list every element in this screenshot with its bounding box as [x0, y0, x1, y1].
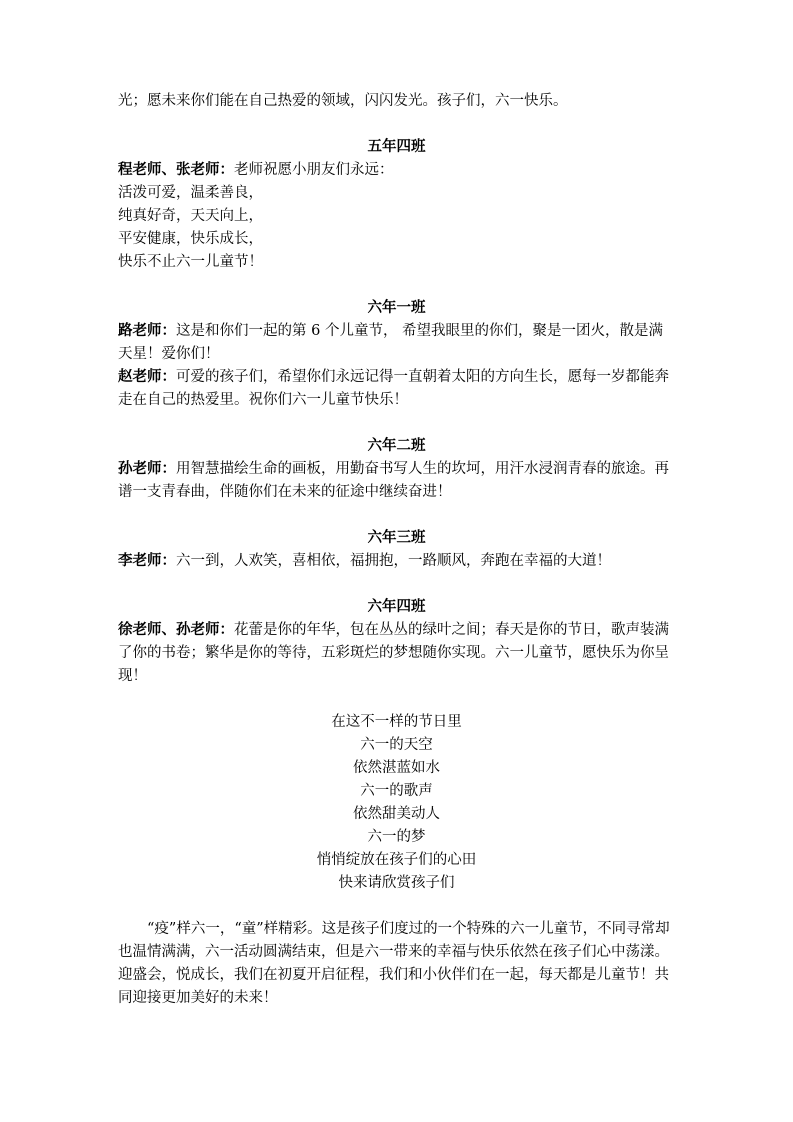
section-title: 六年四班	[367, 599, 426, 615]
teacher-message	[118, 458, 675, 504]
poem-line: 六一的歌声	[360, 783, 433, 799]
name-separator: ：	[219, 622, 234, 638]
name-separator: ：	[161, 323, 176, 339]
wish-line: 纯真好奇，天天向上，	[118, 208, 263, 224]
name-separator: ：	[161, 369, 176, 385]
wish-line: 快乐不止六一儿童节！	[118, 254, 263, 270]
section-title: 六年三班	[367, 530, 426, 546]
name-separator: ：	[219, 162, 234, 178]
message-text: 花蕾是你的年华，包在丛丛的绿叶之间；春天是你的节日，歌声装满了你的书卷；繁华是你的等待，五彩斑烂的梦想随你实现。六一儿童节，愿快乐为你呈现！	[118, 622, 669, 684]
section-title: 六年一班	[367, 300, 426, 316]
message-text: 老师祝愿小朋友们永远：	[234, 162, 394, 178]
section-6-2	[118, 435, 675, 504]
teacher-message	[118, 550, 675, 573]
teacher-message	[118, 159, 675, 182]
section-6-1	[118, 297, 675, 412]
message-text: 用智慧描绘生命的画板，用勤奋书写人生的坎坷，用汗水浸润青春的旅途。再谱一支青春曲，伴随你们在未来的征途中继续奋进！	[118, 461, 669, 500]
section-6-3	[118, 527, 675, 573]
teacher-name: 孙老师	[118, 461, 162, 477]
poem-line: 依然湛蓝如水	[353, 760, 440, 776]
poem-block	[118, 711, 675, 895]
teacher-message	[118, 366, 675, 412]
teacher-message	[118, 320, 675, 366]
teacher-name: 程老师、张老师	[118, 162, 220, 178]
section-6-4	[118, 596, 675, 688]
poem-line: 悄悄绽放在孩子们的心田	[316, 852, 477, 868]
teacher-name: 李老师	[118, 553, 162, 569]
wish-line: 平安健康，快乐成长，	[118, 231, 263, 247]
intro-paragraph: 光；愿未来你们能在自己热爱的领域，闪闪发光。孩子们，六一快乐。	[118, 93, 568, 109]
teacher-name: 赵老师	[118, 369, 162, 385]
section-5-4	[118, 136, 675, 274]
closing-paragraph: “疫”样六一，“童”样精彩。这是孩子们度过的一个特殊的六一儿童节，不同寻常却也温情满满，六一活动圆满结束，但是六一带来的幸福与快乐依然在孩子们心中荡漾。迎盛会，悦成长，我们在初夏开启征程，我们和小伙伴们在一起，每天都是儿童节！共同迎接更加美好的未来！	[118, 921, 670, 1006]
name-separator: ：	[161, 461, 176, 477]
teacher-message	[118, 619, 675, 688]
teacher-name: 路老师	[118, 323, 162, 339]
poem-line: 六一的天空	[360, 737, 433, 753]
section-title: 五年四班	[367, 139, 426, 155]
poem-line: 六一的梦	[367, 829, 426, 845]
message-text: 这是和你们一起的第 6 个儿童节， 希望我眼里的你们，聚是一团火，散是满天星！爱你们！	[118, 323, 664, 362]
name-separator: ：	[161, 553, 176, 569]
section-title: 六年二班	[367, 438, 426, 454]
poem-line: 依然甜美动人	[353, 806, 440, 822]
message-text: 可爱的孩子们，希望你们永远记得一直朝着太阳的方向生长，愿每一岁都能奔走在自己的热爱里。祝你们六一儿童节快乐！	[118, 369, 669, 408]
poem-line: 快来请欣赏孩子们	[338, 875, 455, 891]
message-text: 六一到，人欢笑，喜相依，福拥抱，一路顺风，奔跑在幸福的大道！	[176, 553, 611, 569]
wish-line: 活泼可爱，温柔善良，	[118, 185, 263, 201]
teacher-name: 徐老师、孙老师	[118, 622, 220, 638]
poem-line: 在这不一样的节日里	[331, 714, 462, 730]
